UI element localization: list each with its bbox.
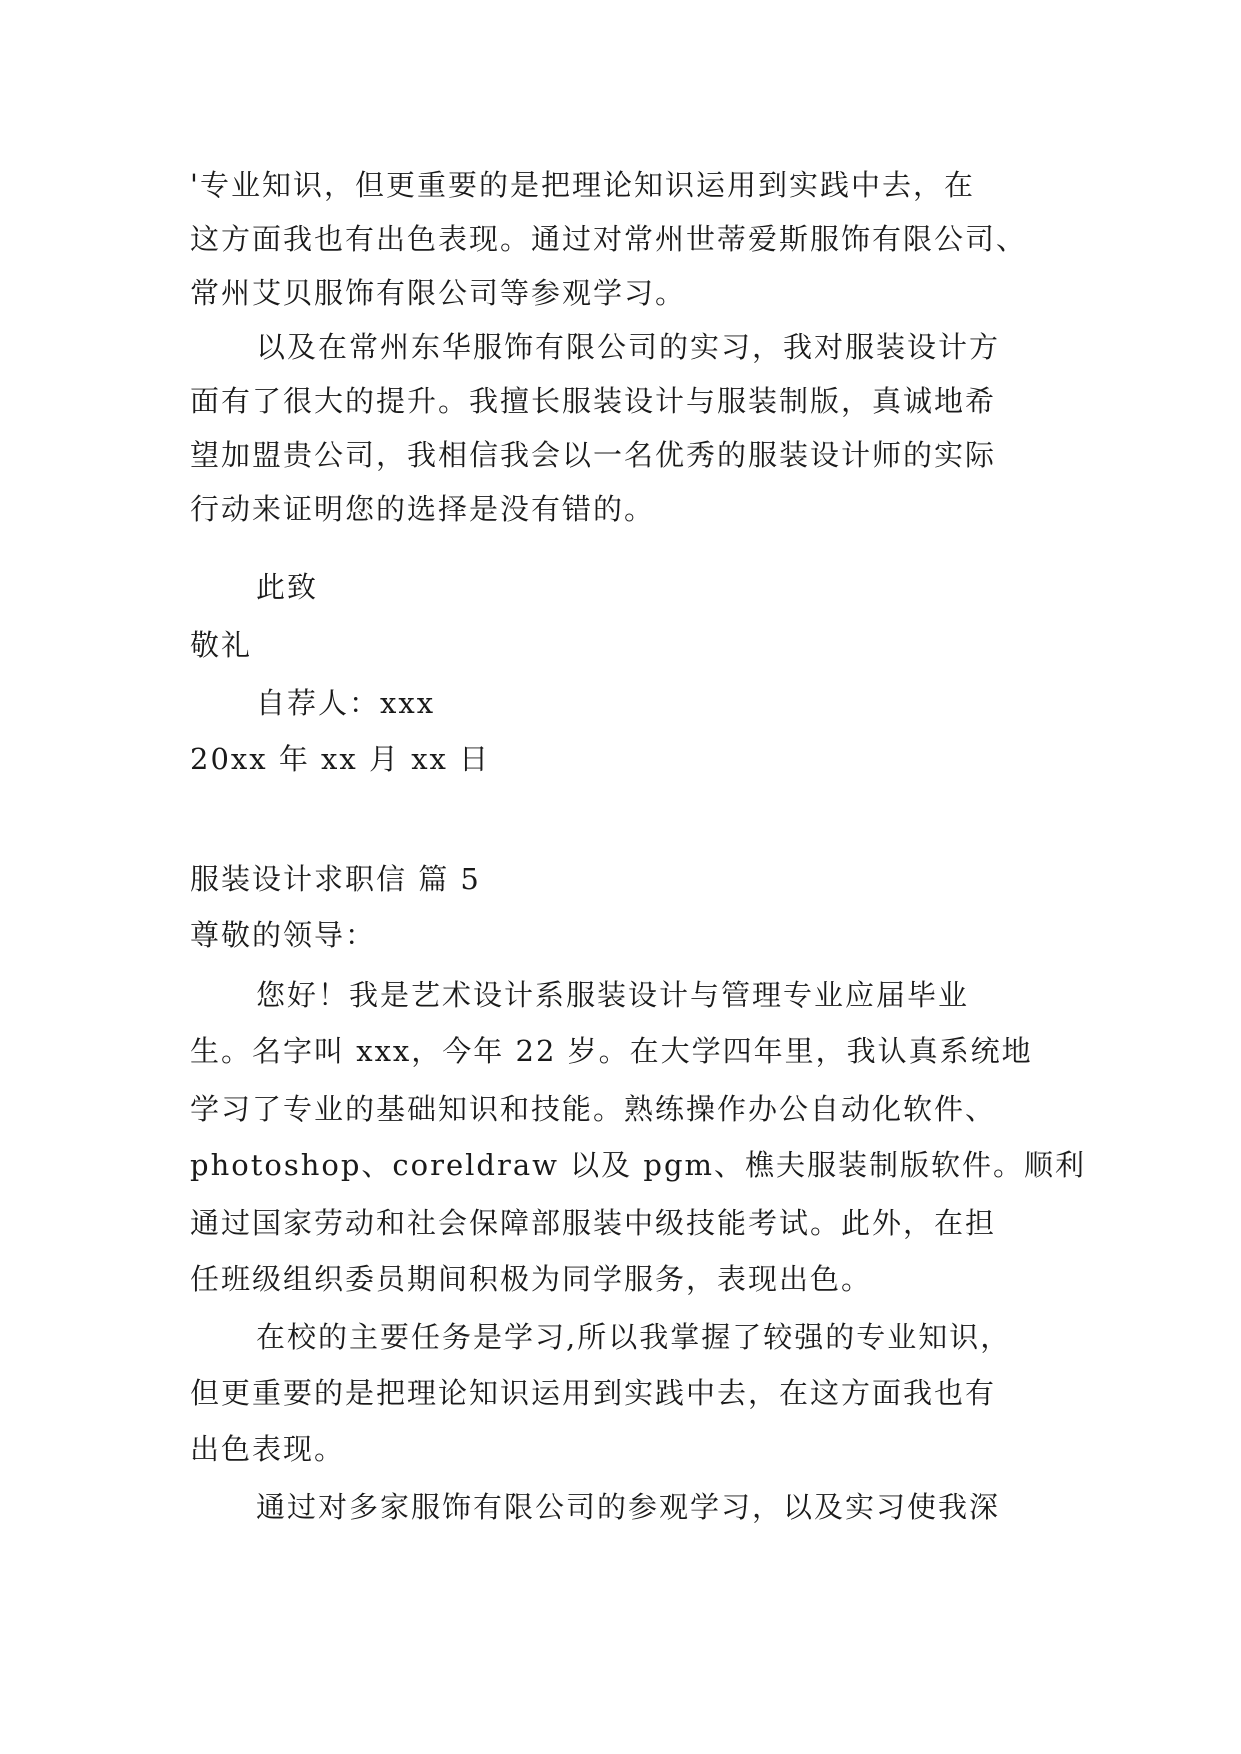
text-line: 任班级组织委员期间积极为同学服务，表现出色。 [190, 1262, 873, 1296]
text-line: 生。名字叫 xxx，今年 22 岁。在大学四年里，我认真系统地 [190, 1034, 1033, 1068]
closing-regards: 敬礼 [190, 628, 253, 662]
text-line: 行动来证明您的选择是没有错的。 [190, 492, 656, 526]
text-line: 常州艾贝服饰有限公司等参观学习。 [190, 276, 687, 310]
text-line: 面有了很大的提升。我擅长服装设计与服装制版，真诚地希 [190, 384, 997, 418]
section-title: 服装设计求职信 篇 5 [190, 862, 481, 896]
text-line: 出色表现。 [190, 1432, 346, 1466]
text-line: 通过国家劳动和社会保障部服装中级技能考试。此外，在担 [190, 1206, 997, 1240]
text-line: 通过对多家服饰有限公司的参观学习，以及实习使我深 [256, 1490, 1001, 1524]
text-line: 这方面我也有出色表现。通过对常州世蒂爱斯服饰有限公司、 [190, 222, 1028, 256]
text-line: 但更重要的是把理论知识运用到实践中去，在这方面我也有 [190, 1376, 997, 1410]
text-line: '专业知识，但更重要的是把理论知识运用到实践中去，在 [190, 168, 975, 202]
text-line: 望加盟贵公司，我相信我会以一名优秀的服装设计师的实际 [190, 438, 997, 472]
text-line: photoshop、coreldraw 以及 pgm、樵夫服装制版软件。顺利 [190, 1148, 1087, 1182]
greeting: 尊敬的领导： [190, 918, 377, 952]
text-line: 学习了专业的基础知识和技能。熟练操作办公自动化软件、 [190, 1092, 997, 1126]
text-line: 您好！我是艺术设计系服装设计与管理专业应届毕业 [256, 978, 970, 1012]
text-line: 以及在常州东华服饰有限公司的实习，我对服装设计方 [256, 330, 1001, 364]
text-line: 在校的主要任务是学习,所以我掌握了较强的专业知识， [256, 1320, 1012, 1354]
date: 20xx 年 xx 月 xx 日 [190, 742, 491, 776]
signature: 自荐人：xxx [256, 686, 436, 720]
closing-salutation: 此致 [256, 570, 319, 604]
